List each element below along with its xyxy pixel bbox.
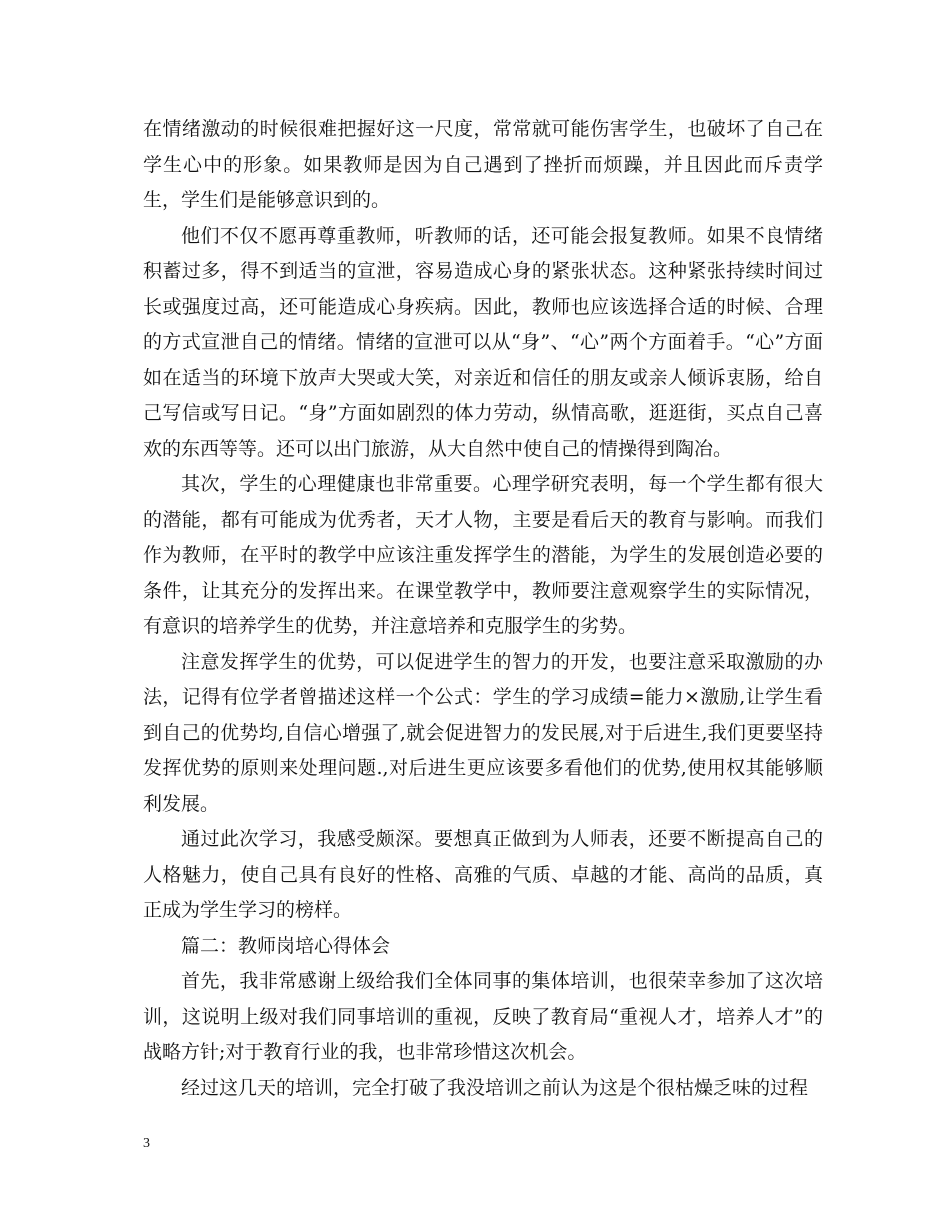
section-heading: 篇二：教师岗培心得体会 [181,934,391,957]
paragraph-6: 首先，我非常感谢上级给我们全体同事的集体培训，也很荣幸参加了这次培训，这说明上级对我们同事培训的重视，反映了教育局“重视人才，培养人才”的战略方针;对于教育行业的我，也非常珍惜这次机会。 [143,970,823,1063]
paragraph-1: 在情绪激动的时候很难把握好这一尺度，常常就可能伤害学生，也破坏了自己在学生心中的形象。如果教师是因为自己遇到了挫折而烦躁，并且因此而斥责学生，学生们是能够意识到的。 [143,118,823,211]
paragraph-5: 通过此次学习，我感受颇深。要想真正做到为人师表，还要不断提高自己的人格魅力，使自己具有良好的性格、高雅的气质、卓越的才能、高尚的品质，真正成为学生学习的榜样。 [143,828,823,921]
paragraph-7: 经过这几天的培训，完全打破了我没培训之前认为这是个很枯燥乏味的过程 [181,1076,809,1099]
paragraph-3: 其次，学生的心理健康也非常重要。心理学研究表明，每一个学生都有很大的潜能，都有可能成为优秀者，天才人物，主要是看后天的教育与影响。而我们作为教师，在平时的教学中应该注重发挥学生的潜能，为学生的发展创造必要的条件，让其充分的发挥出来。在课堂教学中，教师要注意观察学生的实际情况，有意识的培养学生的优势，并注意培养和克服学生的劣势。 [143,473,823,637]
paragraph-4: 注意发挥学生的优势，可以促进学生的智力的开发，也要注意采取激励的办法，记得有位学者曾描述这样一个公式：学生的学习成绩=能力×激励,让学生看到自己的优势均,自信心增强了,就会促进智力的发民展,对于后进生,我们更要坚持发挥优势的原则来处理问题.,对后进生更应该要多看他们的优势,使用权其能够顺利发展。 [143,650,823,815]
document-body [143,112,823,1106]
paragraph-2: 他们不仅不愿再尊重教师，听教师的话，还可能会报复教师。如果不良情绪积蓄过多，得不到适当的宣泄，容易造成心身的紧张状态。这种紧张持续时间过长或强度过高，还可能造成心身疾病。因此，教师也应该选择合适的时候、合理的方式宣泄自己的情绪。情绪的宣泄可以从“身”、“心”两个方面着手。“心”方面如在适当的环境下放声大哭或大笑，对亲近和信任的朋友或亲人倾诉衷肠，给自己写信或写日记。“身”方面如剧烈的体力劳动，纵情高歌，逛逛街，买点自己喜欢的东西等等。还可以出门旅游，从大自然中使自己的情操得到陶冶。 [143,224,823,460]
page-number: 3 [143,1136,150,1151]
